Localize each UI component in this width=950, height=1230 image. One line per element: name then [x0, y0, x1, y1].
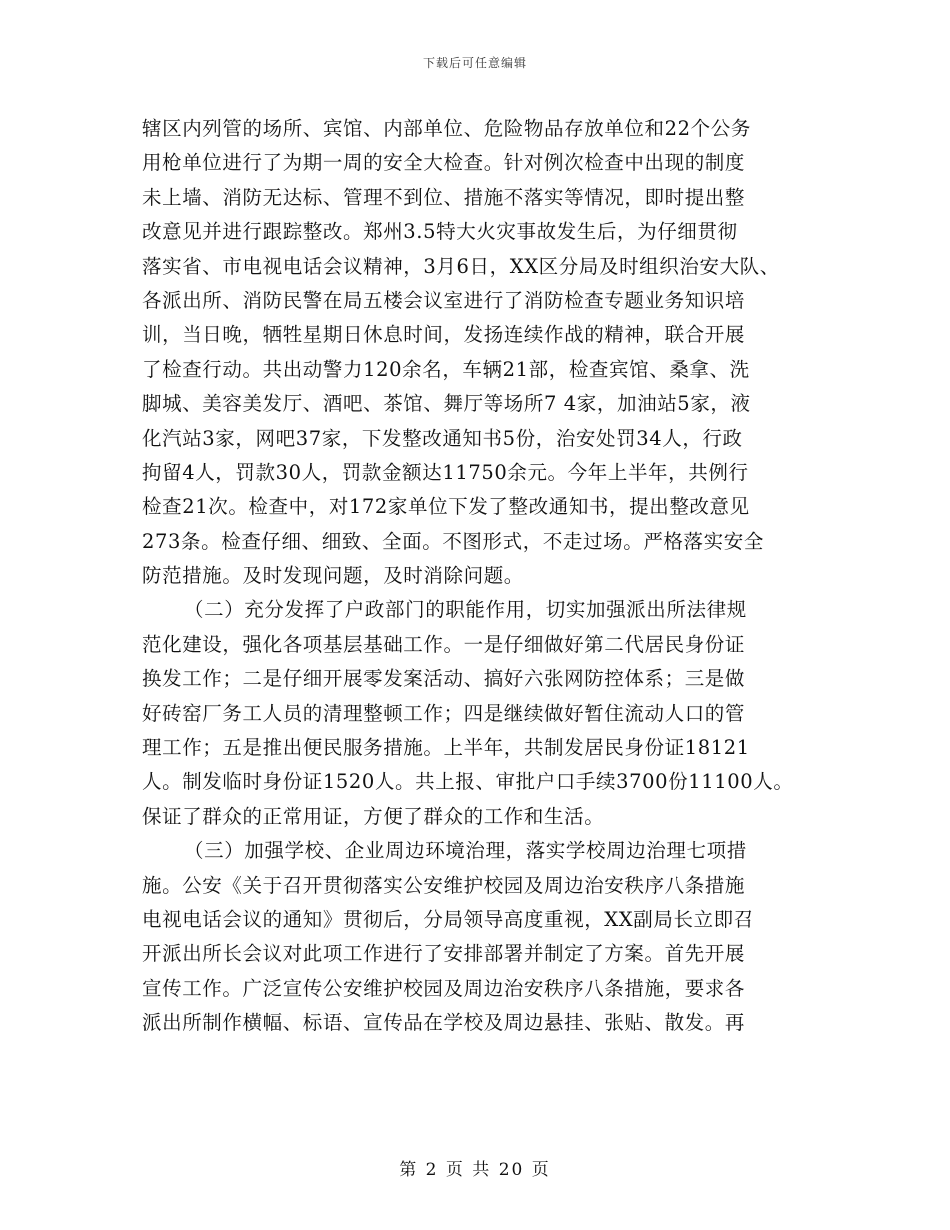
text-line: 防范措施。及时发现问题，及时消除问题。 — [142, 564, 524, 588]
text-line: 电视电话会议的通知》贯彻后，分局领导高度重视，XX副局长立即召 — [142, 907, 754, 931]
document-body — [142, 112, 832, 1041]
text-line: 训，当日晚，牺牲星期日休息时间，发扬连续作战的精神，联合开展 — [142, 323, 746, 347]
text-line: 保证了群众的正常用证，方便了群众的工作和生活。 — [142, 804, 605, 828]
text-line: 了检查行动。共出动警力120余名，车辆21部，检查宾馆、桑拿、洗 — [142, 357, 750, 381]
text-line: 宣传工作。广泛宣传公安维护校园及周边治安秩序八条措施，要求各 — [142, 976, 746, 1000]
text-line: 拘留4人，罚款30人，罚款金额达11750余元。今年上半年，共例行 — [142, 460, 749, 484]
text-line: 范化建设，强化各项基层基础工作。一是仔细做好第二代居民身份证 — [142, 632, 746, 656]
text-line: 开派出所长会议对此项工作进行了安排部署并制定了方案。首先开展 — [142, 942, 746, 966]
text-line: 落实省、市电视电话会议精神，3月6日，XX区分局及时组织治安大队、 — [142, 254, 780, 278]
text-line: 辖区内列管的场所、宾馆、内部单位、危险物品存放单位和22个公务 — [142, 117, 751, 140]
text-line: 未上墙、消防无达标、管理不到位、措施不落实等情况，即时提出整 — [142, 185, 746, 209]
text-line: 换发工作；二是仔细开展零发案活动、搞好六张网防控体系；三是做 — [142, 667, 746, 691]
text-line: 各派出所、消防民警在局五楼会议室进行了消防检查专题业务知识培 — [142, 288, 746, 312]
text-line: 好砖窑厂务工人员的清理整顿工作；四是继续做好暂住流动人口的管 — [142, 701, 746, 725]
text-line: 检查21次。检查中，对172家单位下发了整改通知书，提出整改意见 — [142, 495, 750, 519]
paragraph-first-line: （二）充分发挥了户政部门的职能作用，切实加强派出所法律规 — [184, 598, 747, 622]
text-line: 理工作；五是推出便民服务措施。上半年，共制发居民身份证18121 — [142, 736, 750, 760]
paragraph-first-line: （三）加强学校、企业周边环境治理，落实学校周边治理七项措 — [184, 839, 747, 863]
text-line: 脚城、美容美发厅、酒吧、茶馆、舞厅等场所7 4家，加油站5家，液 — [142, 392, 751, 416]
text-line: 人。制发临时身份证1520人。共上报、审批户口手续3700份11100人。 — [142, 770, 794, 794]
text-line: 派出所制作横幅、标语、宣传品在学校及周边悬挂、张贴、散发。再 — [142, 1011, 746, 1035]
page-footer: 第 2 页 共 20 页 — [399, 1160, 551, 1180]
page-header: 下载后可任意编辑 — [422, 56, 527, 70]
text-line: 化汽站3家，网吧37家，下发整改通知书5份，治安处罚34人，行政 — [142, 426, 743, 450]
text-line: 改意见并进行跟踪整改。郑州3.5特大火灾事故发生后，为仔细贯彻 — [142, 220, 738, 244]
text-line: 273条。检查仔细、细致、全面。不图形式，不走过场。严格落实安全 — [142, 529, 764, 553]
text-line: 施。公安《关于召开贯彻落实公安维护校园及周边治安秩序八条措施 — [142, 873, 746, 897]
text-line: 用枪单位进行了为期一周的安全大检查。针对例次检查中出现的制度 — [142, 151, 746, 175]
